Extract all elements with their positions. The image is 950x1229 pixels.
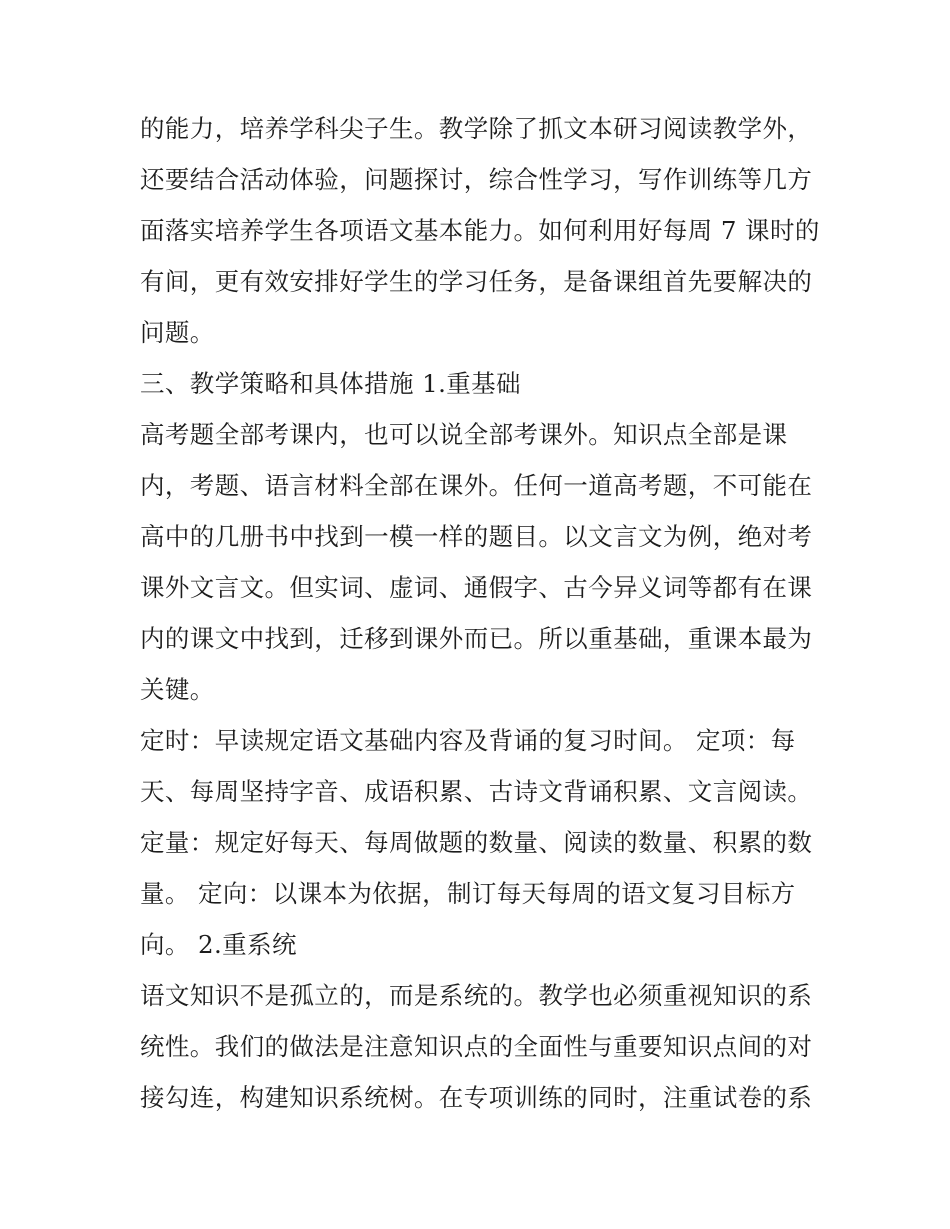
text-line: 关键。 bbox=[140, 675, 215, 704]
text-line: 的能力，培养学科尖子生。教学除了抓文本研习阅读教学外， bbox=[140, 114, 813, 143]
section-heading: 三、教学策略和具体措施 1.重基础 bbox=[140, 369, 521, 398]
text-line: 内的课文中找到，迁移到课外而已。所以重基础，重课本最为 bbox=[140, 624, 813, 653]
text-line: 统性。我们的做法是注意知识点的全面性与重要知识点间的对 bbox=[140, 1032, 813, 1061]
text-line: 量。 定向：以课本为依据，制订每天每周的语文复习目标方 bbox=[140, 879, 796, 908]
text-line: 向。 2.重系统 bbox=[140, 930, 297, 959]
text-line: 天、每周坚持字音、成语积累、古诗文背诵积累、文言阅读。 bbox=[140, 777, 813, 806]
text-line: 高中的几册书中找到一模一样的题目。以文言文为例，绝对考 bbox=[140, 522, 813, 551]
text-line: 有间，更有效安排好学生的学习任务，是备课组首先要解决的 bbox=[140, 267, 813, 296]
text-line: 定时：早读规定语文基础内容及背诵的复习时间。 定项：每 bbox=[140, 726, 796, 755]
text-line: 接勾连，构建知识系统树。在专项训练的同时，注重试卷的系 bbox=[140, 1083, 813, 1112]
text-line: 课外文言文。但实词、虚词、通假字、古今异义词等都有在课 bbox=[140, 573, 813, 602]
text-line: 还要结合活动体验，问题探讨，综合性学习，写作训练等几方 bbox=[140, 165, 813, 194]
text-line: 定量：规定好每天、每周做题的数量、阅读的数量、积累的数 bbox=[140, 828, 813, 857]
text-line: 高考题全部考课内，也可以说全部考课外。知识点全部是课 bbox=[140, 420, 788, 449]
text-line: 语文知识不是孤立的，而是系统的。教学也必须重视知识的系 bbox=[140, 981, 813, 1010]
text-line: 面落实培养学生各项语文基本能力。如何利用好每周 7 课时的 bbox=[140, 216, 820, 245]
body-text bbox=[140, 103, 820, 1123]
text-line: 问题。 bbox=[140, 318, 215, 347]
text-line: 内，考题、语言材料全部在课外。任何一道高考题，不可能在 bbox=[140, 471, 813, 500]
